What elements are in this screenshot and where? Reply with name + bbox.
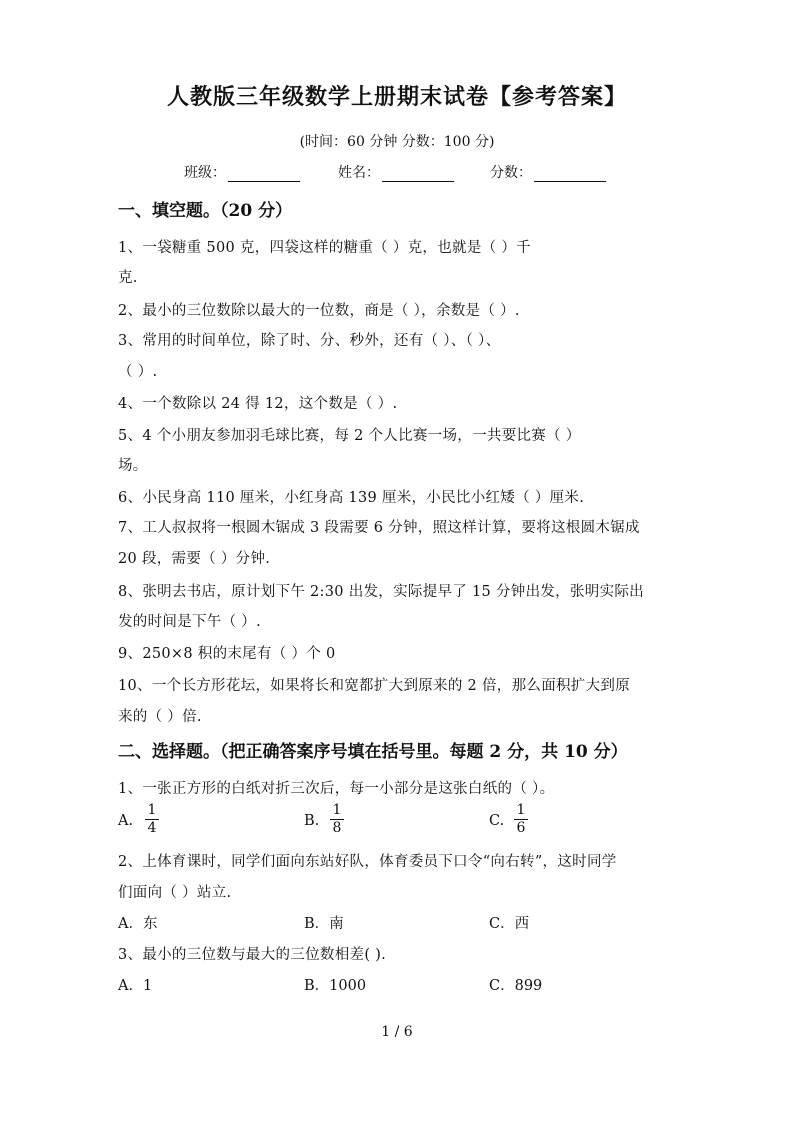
section-heading-fill-in: 一、填空题。（20 分） — [118, 201, 293, 221]
score-label: 分数： — [490, 165, 532, 181]
class-blank[interactable] — [228, 166, 300, 182]
score-field[interactable] — [490, 162, 606, 182]
fraction-numerator: 1 — [147, 802, 157, 818]
name-blank[interactable] — [382, 166, 454, 182]
question-line: 4、一个数除以 24 得 12，这个数是（ ）. — [118, 396, 398, 412]
question-line: 9、250×8 积的末尾有（ ）个 0 — [118, 646, 336, 662]
question-line: 3、常用的时间单位，除了时、分、秒外，还有（ ）、（ ）、 — [118, 333, 501, 349]
question-line: 7、工人叔叔将一根圆木锯成 3 段需要 6 分钟，照这样计算，要将这根圆木锯成 — [118, 520, 640, 536]
name-field[interactable] — [338, 162, 454, 182]
fraction-numerator: 1 — [516, 802, 526, 818]
question-line: 20 段，需要（ ）分钟. — [118, 551, 271, 567]
option-b-fraction[interactable] — [330, 802, 344, 837]
exam-time-score: (时间：60 分钟 分数：100 分) — [299, 134, 495, 150]
question-line: 发的时间是下午（ ）. — [118, 614, 262, 630]
name-label: 姓名： — [338, 165, 380, 181]
question-line: 1、一张正方形的白纸对折三次后，每一小部分是这张白纸的（ ）。 — [118, 781, 555, 797]
option-c[interactable]: C．899 — [489, 978, 543, 994]
page-title: 人教版三年级数学上册期末试卷【参考答案】 — [166, 84, 627, 110]
question-line: 10、一个长方形花坛，如果将长和宽都扩大到原来的 2 倍，那么面积扩大到原 — [118, 678, 630, 694]
fraction-denominator: 4 — [147, 820, 157, 836]
question-line: 6、小民身高 110 厘米，小红身高 139 厘米，小民比小红矮（ ）厘米. — [118, 490, 585, 506]
class-label: 班级： — [184, 165, 226, 181]
question-line: 1、一袋糖重 500 克，四袋这样的糖重（ ）克，也就是（ ）千 — [118, 240, 531, 256]
question-line: 3、最小的三位数与最大的三位数相差( ). — [118, 947, 387, 963]
option-b-label[interactable]: B. — [304, 813, 320, 829]
fraction-numerator: 1 — [332, 802, 342, 818]
question-line: 场。 — [118, 458, 148, 474]
option-b[interactable]: B．1000 — [304, 978, 367, 994]
question-line: 5、4 个小朋友参加羽毛球比赛，每 2 个人比赛一场，一共要比赛（ ） — [118, 428, 581, 444]
option-a-fraction[interactable] — [145, 802, 159, 837]
option-b[interactable]: B．南 — [304, 916, 344, 932]
option-c-label[interactable]: C. — [489, 813, 505, 829]
question-line: 们面向（ ）站立. — [118, 885, 232, 901]
option-a[interactable]: A．1 — [118, 978, 153, 994]
option-a[interactable]: A．东 — [118, 916, 158, 932]
option-a-label[interactable]: A. — [118, 813, 134, 829]
score-blank[interactable] — [534, 166, 606, 182]
page-number: 1 / 6 — [381, 1024, 413, 1040]
option-c[interactable]: C．西 — [489, 916, 530, 932]
option-c-fraction[interactable] — [514, 802, 528, 837]
fraction-denominator: 6 — [516, 820, 526, 836]
question-line: 2、最小的三位数除以最大的一位数，商是（ ），余数是（ ）. — [118, 303, 520, 319]
question-line: 克. — [118, 270, 138, 286]
question-line: （ ）. — [118, 364, 158, 380]
question-line: 2、上体育课时，同学们面向东站好队，体育委员下口令“向右转”，这时同学 — [118, 854, 617, 870]
question-line: 来的（ ）倍. — [118, 709, 202, 725]
section-heading-multiple-choice: 二、选择题。（把正确答案序号填在括号里。每题 2 分，共 10 分） — [118, 742, 628, 762]
fraction-denominator: 8 — [332, 820, 342, 836]
question-line: 8、张明去书店，原计划下午 2:30 出发，实际提早了 15 分钟出发，张明实际出 — [118, 584, 644, 600]
class-field[interactable] — [184, 162, 300, 182]
